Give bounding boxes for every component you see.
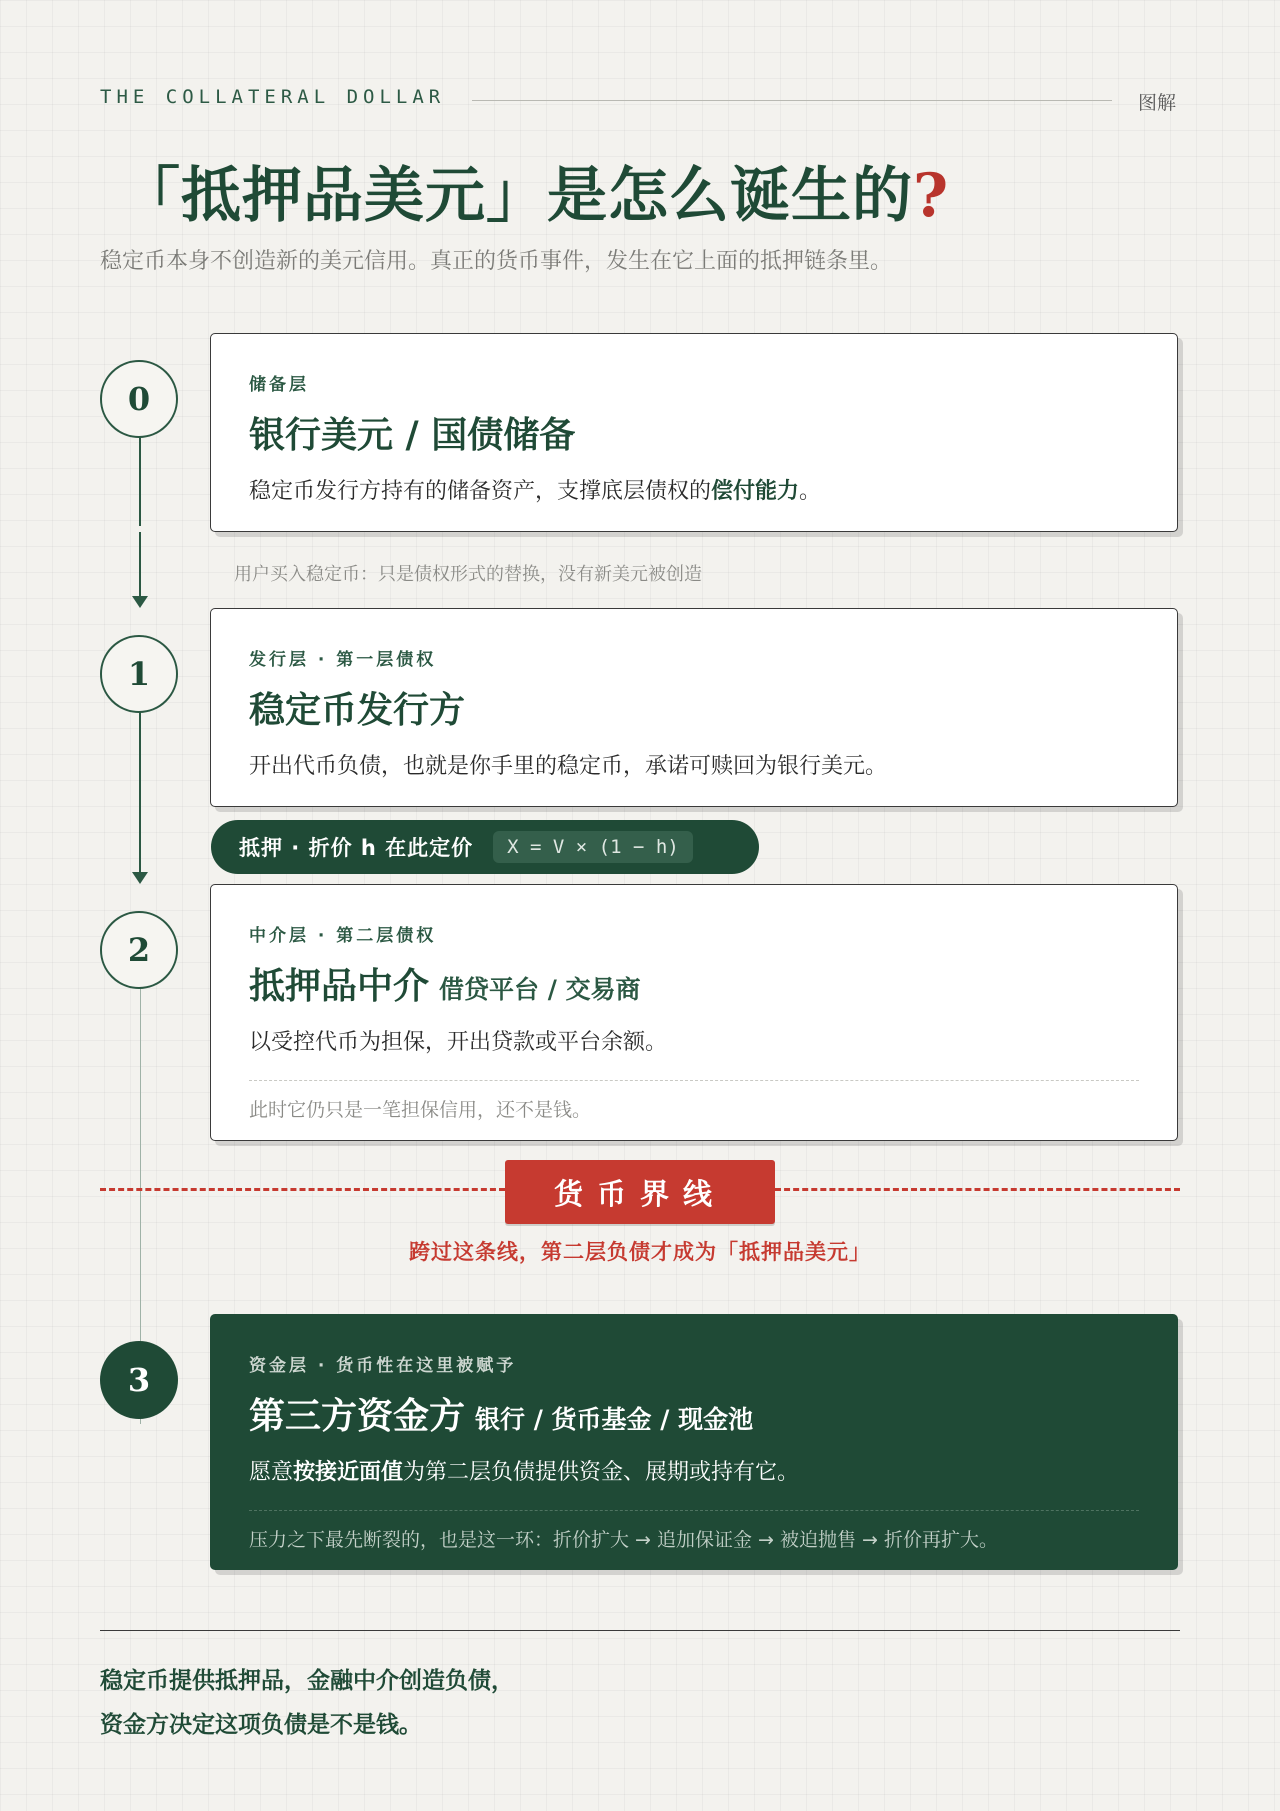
layer-label: 发行层 · 第一层债权	[249, 650, 437, 670]
page-title	[120, 148, 949, 234]
layer-3-card	[210, 1314, 1178, 1570]
connector-line	[139, 712, 141, 808]
arrow-down-icon	[139, 808, 141, 878]
step-1-circle: 1	[100, 635, 178, 713]
step-0-circle: 0	[100, 360, 178, 438]
layer-heading: 稳定币发行方	[249, 689, 466, 731]
layer-label: 储备层	[249, 375, 309, 395]
layer-description: 开出代币负债，也就是你手里的稳定币，承诺可赎回为银行美元。	[249, 754, 888, 779]
layer-label: 资金层 · 货币性在这里被赋予	[249, 1356, 517, 1376]
layer-heading: 第三方资金方 银行 / 货币基金 / 现金池	[249, 1395, 754, 1437]
layer-description: 以受控代币为担保，开出贷款或平台余额。	[249, 1030, 668, 1055]
title-text: 「抵押品美元」是怎么诞生的	[120, 161, 913, 231]
money-line-label: 货币界线	[505, 1160, 775, 1224]
diagram-tag: 图解	[1137, 92, 1176, 114]
kicker-text: THE COLLATERAL DOLLAR	[100, 86, 446, 108]
footer-rule	[100, 1630, 1180, 1631]
layer-heading-sub: 银行 / 货币基金 / 现金池	[475, 1405, 754, 1434]
layer-description: 愿意按接近面值为第二层负债提供资金、展期或持有它。	[249, 1460, 800, 1485]
layer-note: 压力之下最先断裂的，也是这一环：折价扩大 → 追加保证金 → 被迫抛售 → 折价再扩大。	[249, 1510, 1139, 1552]
connector-line	[139, 434, 141, 526]
layer-heading-sub: 借贷平台 / 交易商	[439, 975, 641, 1004]
money-line-note: 跨过这条线，第二层负债才成为「抵押品美元」	[409, 1240, 871, 1264]
layer-0-card	[210, 333, 1178, 532]
layer-heading: 抵押品中介 借贷平台 / 交易商	[249, 965, 641, 1007]
footer-line-2: 资金方决定这项负债是不是钱。	[100, 1711, 422, 1738]
transition-note: 用户买入稳定币：只是债权形式的替换，没有新美元被创造	[234, 564, 702, 585]
haircut-text: 抵押 · 折价 h 在此定价	[239, 836, 474, 860]
money-line-dashes-right	[775, 1188, 1180, 1191]
title-question-mark: ?	[913, 161, 950, 231]
layer-label: 中介层 · 第二层债权	[249, 926, 437, 946]
step-3-circle: 3	[100, 1341, 178, 1419]
arrow-down-icon	[139, 532, 141, 602]
layer-heading: 银行美元 / 国债储备	[249, 414, 576, 456]
haircut-pill	[211, 820, 759, 874]
haircut-formula: X = V × (1 − h)	[493, 831, 693, 863]
layer-description: 稳定币发行方持有的储备资产，支撑底层债权的偿付能力。	[249, 479, 822, 504]
header-rule	[472, 100, 1112, 101]
footer-line-1: 稳定币提供抵押品，金融中介创造负债，	[100, 1667, 514, 1694]
layer-2-card	[210, 884, 1178, 1141]
page-subtitle: 稳定币本身不创造新的美元信用。真正的货币事件，发生在它上面的抵押链条里。	[100, 249, 893, 274]
money-line-dashes-left	[100, 1188, 505, 1191]
layer-1-card	[210, 608, 1178, 807]
layer-note: 此时它仍只是一笔担保信用，还不是钱。	[249, 1080, 1139, 1122]
step-2-circle: 2	[100, 911, 178, 989]
